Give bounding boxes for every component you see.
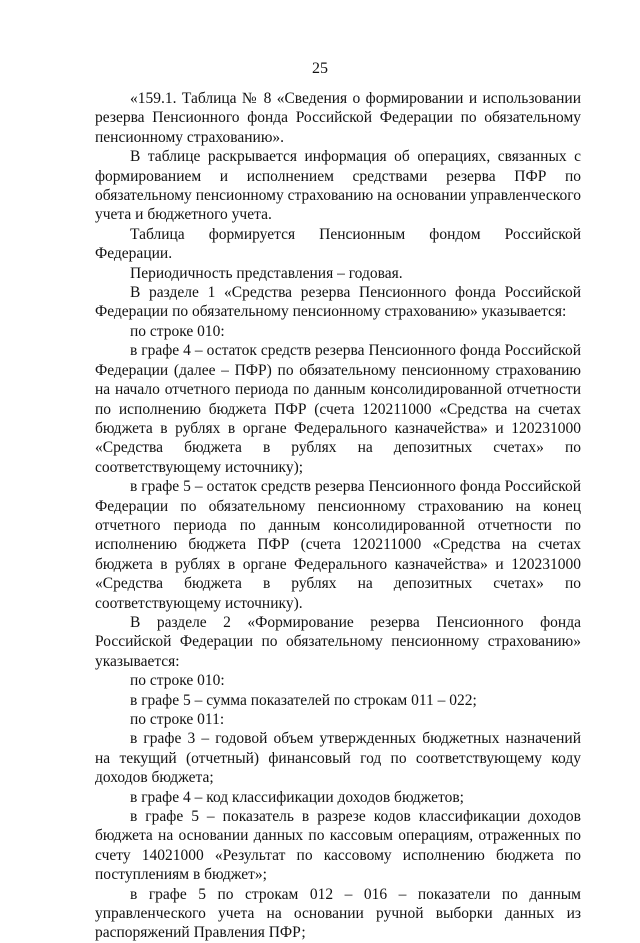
paragraph-rows-012-016: в графе 5 по строкам 012 – 016 – показатели по данным управленческого учета на основании ручной выборки данных из распоряжений Правления ПФР; bbox=[95, 885, 581, 942]
document-body bbox=[95, 89, 581, 943]
paragraph-row-010: по строке 010: bbox=[130, 322, 225, 340]
paragraph-section-2-column-5-sum: в графе 5 – сумма показателей по строкам 011 – 022; bbox=[130, 691, 477, 709]
paragraph-column-5: в графе 5 – остаток средств резерва Пенсионного фонда Российской Федерации по обязательному пенсионному страхованию на конец отчетного периода по данным консолидированной отчетности по исполнению бюджета ПФР (счета 120211000 «Средства на счетах бюджета в рублях в органе Федерального казначейства» и 120231000 «Средства бюджета в рублях на депозитных счетах» по соответствующему источнику). bbox=[95, 478, 581, 612]
paragraph-section-1-heading: В разделе 1 «Средства резерва Пенсионного фонда Российской Федерации по обязательному пенсионному страхованию» указывается: bbox=[95, 284, 581, 321]
paragraph-section-2-row-010: по строке 010: bbox=[130, 672, 225, 690]
paragraph-section-2-heading: В разделе 2 «Формирование резерва Пенсионного фонда Российской Федерации по обязательному пенсионному страхованию» указывается: bbox=[95, 613, 581, 670]
paragraph-column-5-indicator: в графе 5 – показатель в разрезе кодов классификации доходов бюджета на основании данных по кассовым операциям, отраженных по счету 14021000 «Результат по кассовому исполнению бюджета по поступлениям в бюджет»; bbox=[95, 808, 581, 884]
page-number: 25 bbox=[312, 60, 328, 77]
paragraph-periodicity: Периодичность представления – годовая. bbox=[130, 264, 403, 282]
paragraph-row-011: по строке 011: bbox=[130, 711, 225, 728]
paragraph-column-4-code: в графе 4 – код классификации доходов бюджетов; bbox=[130, 788, 464, 806]
paragraph-table-author: Таблица формируется Пенсионным фондом Российской Федерации. bbox=[95, 225, 581, 263]
paragraph-column-4: в графе 4 – остаток средств резерва Пенсионного фонда Российской Федерации (далее – ПФР) по обязательному пенсионному страхованию на начало отчетного периода по данным консолидированной отчетности по исполнению бюджета ПФР (счета 120211000 «Средства на счетах бюджета в рублях в органе Федерального казначейства» и 120231000 «Средства бюджета в рублях на депозитных счетах» по соответствующему источнику); bbox=[95, 342, 581, 476]
paragraph-column-3-budget: в графе 3 – годовой объем утвержденных бюджетных назначений на текущий (отчетный) финансовый год по соответствующему коду доходов бюджета; bbox=[95, 730, 581, 787]
paragraph-table-8-title: «159.1. Таблица № 8 «Сведения о формировании и использовании резерва Пенсионного фонда Российской Федерации по обязательному пенсионному страхованию». bbox=[95, 90, 581, 146]
paragraph-table-description: В таблице раскрывается информация об операциях, связанных с формированием и исполнением средствами резерва ПФР по обязательному пенсионному страхованию на основании управленческого учета и бюджетного учета. bbox=[95, 148, 581, 224]
